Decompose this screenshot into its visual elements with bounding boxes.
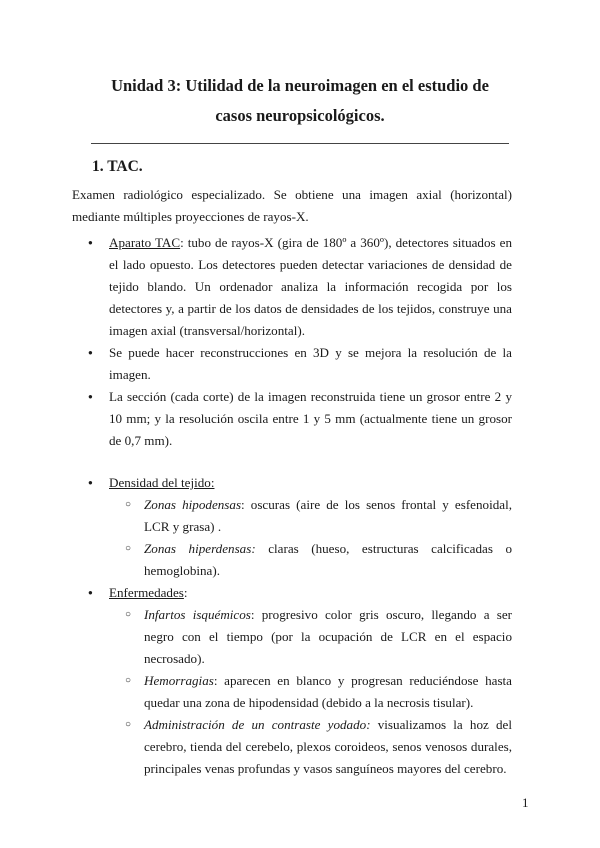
bullet-term: Aparato TAC <box>109 235 181 250</box>
sub-text: : oscuras (aire de los senos frontal y esfenoidal, LCR y grasa) . <box>144 497 512 534</box>
sub-text: claras (hueso, estructuras calcificadas o hemoglobina). <box>144 541 512 578</box>
title-line-1: Unidad 3: Utilidad de la neuroimagen en el estudio de <box>111 76 489 95</box>
bullet-text: : tubo de rayos-X (gira de 180º a 360º), detectores situados en el lado opuesto. Los detectores pueden detectar variaciones de densidad de tejido blando. Un ordenador analiza la información recogida por los detectores y, a partir de los datos de densidades de los tejidos, construye una imagen axial (transversal/horizontal). <box>109 235 512 338</box>
sub-text: visualizamos la hoz del cerebro, tienda del cerebelo, plexos coroideos, senos venosos durales, principales venas profundas y vasos sanguíneos mayores del cerebro. <box>144 717 512 776</box>
density-heading: Densidad del tejido: <box>109 475 215 490</box>
tac-bullet-list <box>72 232 512 452</box>
density-sublist <box>109 494 512 582</box>
diseases-sublist <box>109 604 512 780</box>
sub-term: Infartos isquémicos <box>144 607 251 622</box>
sub-term: Zonas hiperdensas: <box>144 541 256 556</box>
list-item <box>109 494 512 538</box>
document-title <box>72 71 528 131</box>
sub-term: Administración de un contraste yodado: <box>144 717 371 732</box>
list-item <box>72 386 512 452</box>
diseases-heading: Enfermedades <box>109 585 184 600</box>
list-item <box>72 582 512 780</box>
diseases-heading-suffix: : <box>183 585 188 600</box>
bullet-text: Se puede hacer reconstrucciones en 3D y se mejora la resolución de la imagen. <box>109 345 512 382</box>
title-divider <box>91 143 509 144</box>
section-heading: 1. TAC. <box>92 158 143 175</box>
title-line-2: casos neuropsicológicos. <box>215 106 385 125</box>
intro-paragraph: Examen radiológico especializado. Se obtiene una imagen axial (horizontal) mediante múltiples proyecciones de rayos-X. <box>72 187 512 224</box>
list-item <box>109 670 512 714</box>
details-bullet-list <box>72 472 512 780</box>
list-item <box>72 232 512 342</box>
bullet-text: La sección (cada corte) de la imagen reconstruida tiene un grosor entre 2 y 10 mm; y la resolución oscila entre 1 y 5 mm (actualmente tiene un grosor de 0,7 mm). <box>109 389 512 448</box>
sub-term: Hemorragias <box>144 673 214 688</box>
sub-term: Zonas hipodensas <box>144 497 242 512</box>
sub-text: : progresivo color gris oscuro, llegando a ser negro con el tiempo (por la ocupación de LCR en el espacio necrosado). <box>144 607 512 666</box>
sub-text: : aparecen en blanco y progresan reduciéndose hasta quedar una zona de hipodensidad (debido a la necrosis tisular). <box>144 673 512 710</box>
list-item <box>109 714 512 780</box>
list-item <box>109 538 512 582</box>
list-item <box>109 604 512 670</box>
list-item <box>72 472 512 582</box>
list-item <box>72 342 512 386</box>
page-number: 1 <box>522 795 529 810</box>
